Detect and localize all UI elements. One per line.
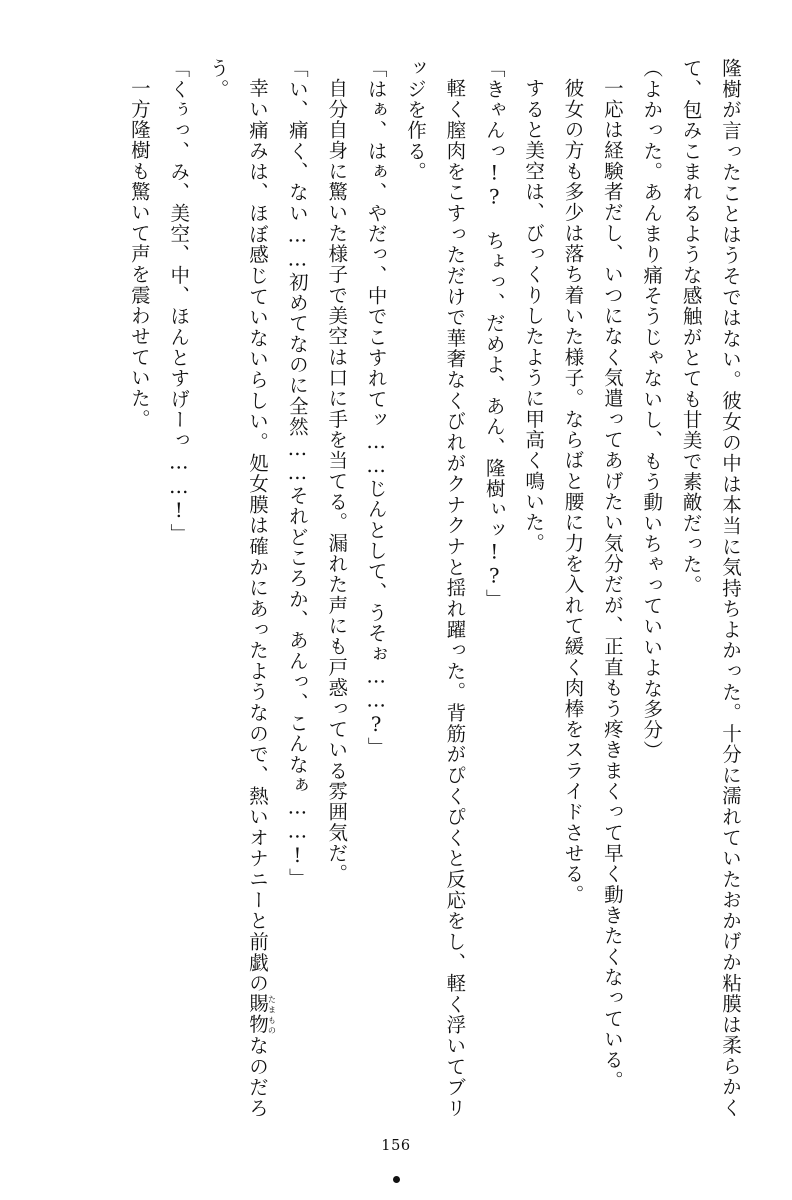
paragraph: 「くぅっ、み、美空、中、ほんとすげーっ……!」 <box>167 58 191 544</box>
paragraph: 一応は経験者だし、いつになく気遣ってあげたい気分だが、正直もう疼きまくって早く動きたくなっている。 <box>600 77 624 1091</box>
footer-ornament <box>0 1173 792 1186</box>
paragraph: すると美空は、びっくりしたように甲高く鳴いた。 <box>522 77 546 553</box>
paragraph: 軽く膣肉をこすっただけで華奢なくびれがクナクナと揺れ躍った。背筋がぴくぴくと反応をし、軽く浮いてブリッジを作る。 <box>404 58 467 1118</box>
paragraph: 「はぁ、はぁ、やだっ、中でこすれてッ……じんとして、うそぉ……?」 <box>364 58 388 758</box>
dot-icon <box>393 1176 400 1183</box>
paragraph: 「きゃんっ!? ちょっ、だめよ、あん、隆樹ぃッ!?」 <box>482 58 506 610</box>
paragraph: 一方隆樹も驚いて声を震わせていた。 <box>127 77 151 429</box>
paragraph: （よかった。あんまり痛そうじゃないし、もう動いちゃっていいよな多分） <box>640 58 664 761</box>
paragraph-ruby-text: 幸い痛みは、ほぼ感じていないらしい。処女膜は確かにあったようなので、熱いオナニーと前戯の賜物たまものなのだろう。 <box>206 58 278 1119</box>
ruby-annotation: 賜物たまもの <box>246 993 278 1035</box>
paragraph: 「い、痛く、ない……初めてなのに全然……それどころか、あんっ、こんなぁ……!」 <box>285 58 309 889</box>
page-number: 156 <box>381 1138 411 1154</box>
page-text-body <box>48 58 750 1118</box>
paragraph: 隆樹が言ったことはうそではない。彼女の中は本当に気持ちよかった。十分に濡れていたおかげか粘膜は柔らかくて、包みこまれるような感触がとても甘美で素敵だった。 <box>679 58 742 1118</box>
paragraph-with-ruby <box>198 58 277 1118</box>
paragraph: 彼女の方も多少は落ち着いた様子。ならばと腰に力を入れて緩く肉棒をスライドさせる。 <box>561 77 585 905</box>
paragraph: 自分自身に驚いた様子で美空は口に手を当てる。漏れた声にも戸惑っている雰囲気だ。 <box>325 77 349 884</box>
